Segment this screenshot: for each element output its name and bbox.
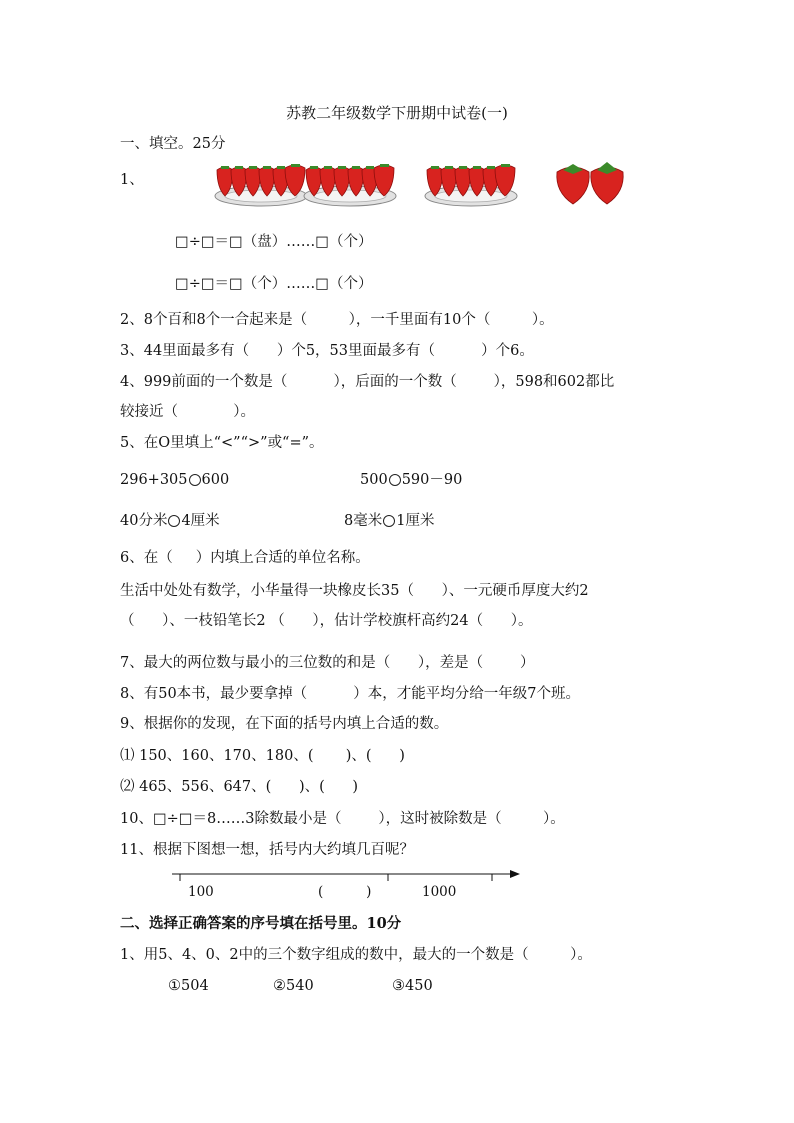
section-1-heading: 一、填空。25分 (120, 136, 226, 152)
q2-text: 2、8个百和8个一合起来是（ ），一千里面有10个（ ）。 (120, 312, 554, 328)
compare-circle[interactable] (189, 474, 201, 486)
s2-q1-text: 1、用5、4、0、2中的三个数字组成的数中，最大的一个数是（ ）。 (120, 947, 592, 963)
compare-circle[interactable] (168, 515, 180, 527)
q6-text-line3: （ ）、一枝铅笔长2 （ ），估计学校旗杆高约24（ ）。 (120, 613, 533, 629)
page-title: 苏教二年级数学下册期中试卷(一) (286, 104, 508, 122)
section-2-heading: 二、选择正确答案的序号填在括号里。10分 (120, 915, 402, 932)
number-line (170, 864, 525, 884)
strawberry-plate-image-3 (423, 158, 519, 208)
q1-equation-2: □÷□＝□（个）……□（个） (175, 276, 373, 292)
q5-compare-d: 8毫米 1厘米 (344, 513, 435, 529)
q5-compare-c: 40分米 4厘米 (120, 513, 220, 529)
strawberry-plate-image-1 (213, 158, 309, 208)
q11-text: 11、根据下图想一想，括号内大约填几百呢？ (120, 842, 414, 858)
q9-sequence-1: ⑴ 150、160、170、180、( )、( ) (120, 748, 405, 764)
q7-text: 7、最大的两位数与最小的三位数的和是（ ），差是（ ） (120, 655, 535, 671)
strawberry-plate-image-2 (302, 158, 398, 208)
s2-q1-option-1: ①504 (168, 978, 209, 994)
q1-number: 1、 (120, 172, 144, 188)
number-line-label-1000: 1000 (422, 884, 457, 900)
q4-text-line1: 4、999前面的一个数是（ ），后面的一个数（ ），598和602都比 (120, 374, 615, 390)
compare-circle[interactable] (383, 515, 395, 527)
two-strawberries-image (553, 158, 628, 206)
q6-text-line2: 生活中处处有数学，小华量得一块橡皮长35（ ）、一元硬币厚度大约2 (120, 583, 589, 599)
q8-text: 8、有50本书，最少要拿掉（ ）本，才能平均分给一年级7个班。 (120, 686, 580, 702)
q5-text: 5、在O里填上“<”“>”或“=”。 (120, 435, 324, 451)
s2-q1-option-3: ③450 (392, 978, 433, 994)
q4-text-line2: 较接近（ ）。 (120, 404, 256, 420)
q9-sequence-2: ⑵ 465、556、647、( )、( ) (120, 779, 359, 795)
q3-text: 3、44里面最多有（ ）个5，53里面最多有（ ）个6。 (120, 343, 534, 359)
q5-compare-a: 296+305 600 (120, 472, 230, 488)
s2-q1-option-2: ②540 (273, 978, 314, 994)
number-line-blank: ( ) (318, 884, 372, 900)
number-line-label-100: 100 (188, 884, 214, 900)
q9-text: 9、根据你的发现，在下面的括号内填上合适的数。 (120, 716, 449, 732)
q5-compare-b: 500 590－90 (360, 472, 463, 488)
q10-text: 10、□÷□＝8……3除数最小是（ ），这时被除数是（ ）。 (120, 811, 565, 827)
q6-text-line1: 6、在（ ）内填上合适的单位名称。 (120, 550, 370, 566)
compare-circle[interactable] (389, 474, 401, 486)
q1-equation-1: □÷□＝□（盘）……□（个） (175, 234, 373, 250)
